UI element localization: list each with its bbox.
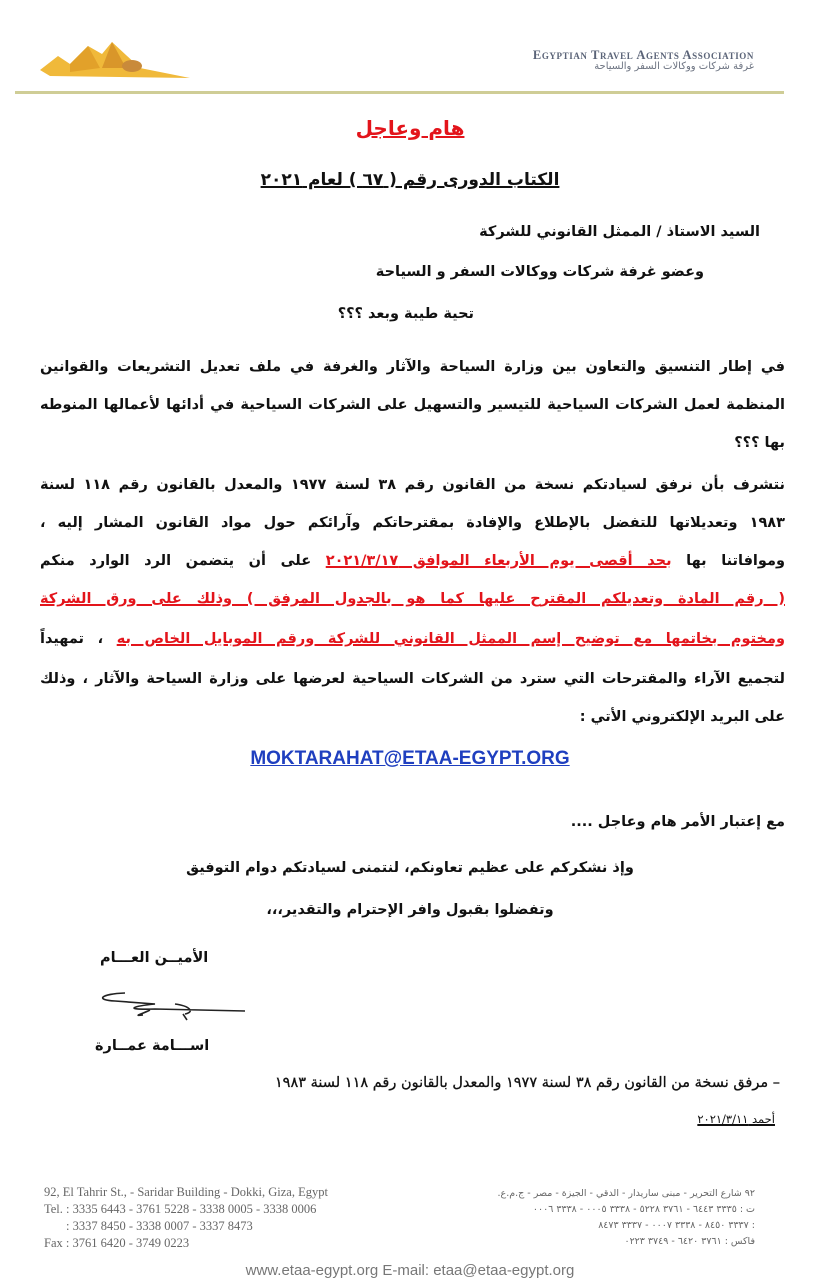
header-divider	[15, 91, 784, 94]
paragraph-line	[40, 630, 785, 648]
association-name-english: Egyptian Travel Agents Association	[532, 48, 754, 62]
salutation-line: وعضو غرفة شركات ووكالات السفر و السياحة	[375, 264, 704, 280]
paragraph-line	[40, 552, 785, 570]
footer-website: www.etaa-egypt.org E-mail: etaa@etaa-egypt.org	[245, 1262, 575, 1279]
footer-tel-en: Tel. : 3335 6443 - 3761 5228 - 3338 0005 - 3338 0006	[44, 1202, 317, 1216]
footer-tel-ar: ت : ٣٣٣٥ ٦٤٤٣ - ٣٧٦١ ٥٢٢٨ - ٣٣٣٨ ٠٠٠٥ - ٣٣٣٨ ٠٠٠٦	[532, 1204, 755, 1215]
salutation-line: تحية طيبة وبعد ؟؟؟	[337, 306, 474, 322]
requirement-line: ومختوم بخاتمها مع توضيح إسم الممثل القانوني للشركة ورقم الموبايل الخاص به	[116, 631, 785, 647]
signatory-name: اســـامة عمــارة	[95, 1038, 210, 1054]
footer-tel2-ar: : ٣٣٣٧ ٨٤٥٠ - ٣٣٣٨ ٠٠٠٧ - ٣٣٣٧ ٨٤٧٣	[598, 1220, 755, 1231]
paragraph-line: ١٩٨٣ وتعديلاتها للتفضل بالإطلاع والإفادة بمقترحاتكم وآرائكم حول مواد القانون المشار إليه ،	[40, 515, 785, 531]
footer-address-en: 92, El Tahrir St., - Saridar Building - Dokki, Giza, Egypt	[44, 1185, 328, 1199]
deadline-text: بحد أقصى يوم الأربعاء الموافق ٢٠٢١/٣/١٧	[325, 553, 672, 569]
signature	[95, 988, 255, 1028]
footer-fax-en: Fax : 3761 6420 - 3749 0223	[44, 1236, 190, 1250]
closing-thanks: وإذ نشكركم على عظيم تعاونكم، لنتمنى لسيادتكم دوام التوفيق	[186, 860, 634, 876]
email-link[interactable]: MOKTARAHAT@ETAA-EGYPT.ORG	[250, 748, 570, 769]
attachment-note: – مرفق نسخة من القانون رقم ٣٨ لسنة ١٩٧٧ والمعدل بالقانون رقم ١١٨ لسنة ١٩٨٣	[274, 1075, 780, 1091]
paragraph-line: بها ؟؟؟	[734, 435, 785, 451]
salutation-line: السيد الاستاذ / الممثل القانوني للشركة	[479, 224, 760, 240]
paragraph-line: المنظمة لعمل الشركات السياحية للتيسير والتسهيل على الشركات السياحية في أدائها لأعمالها المنوطه	[40, 397, 785, 413]
circular-title: الكتاب الدورى رقم ( ٦٧ ) لعام ٢٠٢١	[260, 170, 560, 190]
requirement-line: ( رقم المادة وتعديلكم المقترح عليها كما هو بالجدول المرفق ) وذلك على ورق الشركة	[40, 591, 785, 607]
pyramids-logo	[40, 38, 190, 80]
closing-regards: وتفضلوا بقبول وافر الإحترام والتقدير،،،	[266, 902, 554, 918]
paragraph-line: نتشرف بأن نرفق لسيادتكم نسخة من القانون رقم ٣٨ لسنة ١٩٧٧ والمعدل بالقانون رقم ١١٨ لسنة	[40, 477, 785, 493]
signatory-title: الأميــن العـــام	[100, 950, 209, 966]
text-segment: وموافاتنا بها	[686, 553, 785, 569]
paragraph-line: في إطار التنسيق والتعاون بين وزارة السياحة والآثار والغرفة في ملف تعديل التشريعات والقوانين	[40, 359, 785, 375]
text-segment: على أن يتضمن الرد الوارد منكم	[40, 553, 312, 569]
association-name-arabic: غرفة شركات ووكالات السفر والسياحة	[594, 61, 754, 72]
paragraph-line: لتجميع الآراء والمقترحات التي سترد من الشركات السياحية لعرضها على وزارة السياحة والآثار ، وذلك	[40, 671, 785, 687]
paragraph-line: على البريد الإلكتروني الأتي :	[579, 709, 785, 725]
footer-address-ar: ٩٢ شارع التحرير - مبنى ساريدار - الدقي - الجيزة - مصر - ج.م.ع.	[497, 1188, 755, 1199]
closing-urgent: مع إعتبار الأمر هام وعاجل ....	[570, 814, 785, 830]
headline-urgent: هام وعاجل	[355, 116, 465, 140]
text-segment: ، تمهيداً	[40, 631, 104, 647]
reference-date: أحمد ٢٠٢١/٣/١١	[697, 1112, 775, 1126]
footer-tel2-en: : 3337 8450 - 3338 0007 - 3337 8473	[66, 1219, 253, 1233]
footer-fax-ar: فاكس : ٣٧٦١ ٦٤٢٠ - ٣٧٤٩ ٠٢٢٣	[624, 1236, 755, 1247]
